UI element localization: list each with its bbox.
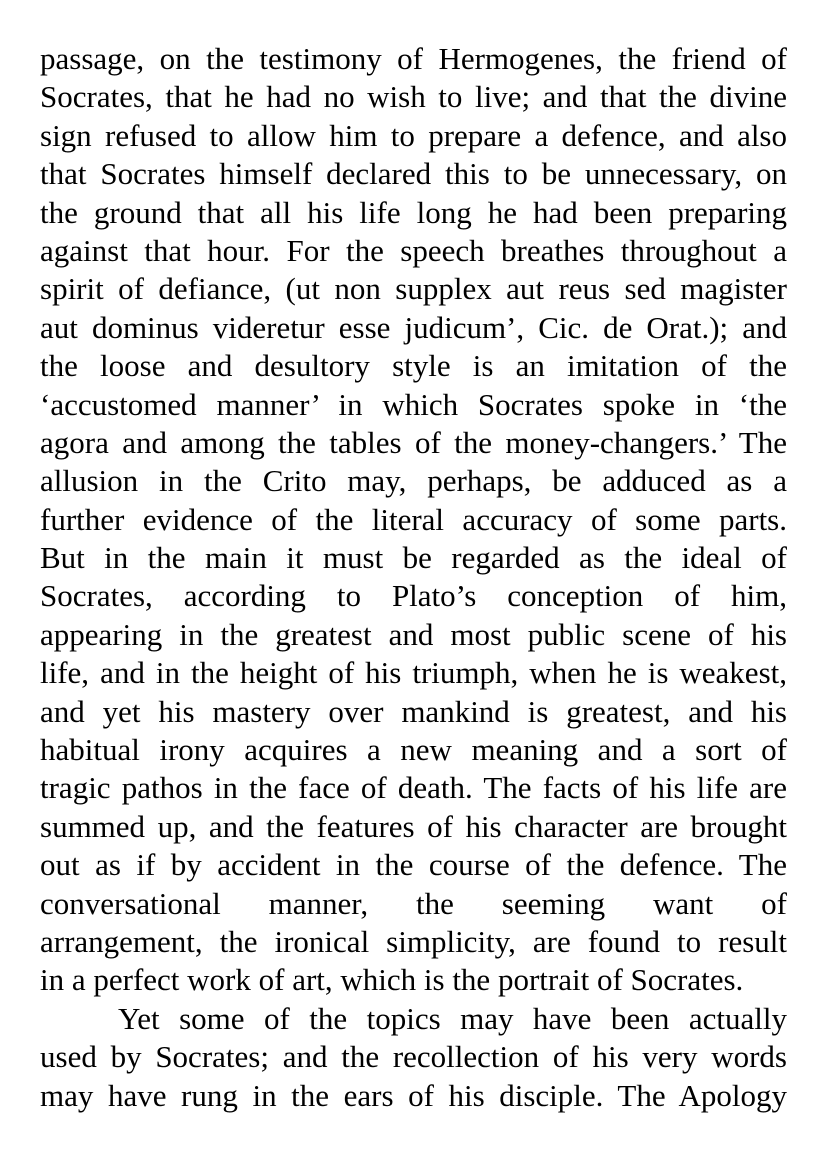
text-line: Socrates, according to Plato’s conception of him, xyxy=(40,578,787,614)
text-line: spirit of defiance, (ut non supplex aut reus sed magister xyxy=(40,271,787,307)
text-line: against that hour. For the speech breathes throughout a xyxy=(40,232,787,268)
text-line: Yet some of the topics may have been actually xyxy=(118,1000,787,1036)
text-line: tragic pathos in the face of death. The facts of his life are xyxy=(40,770,787,806)
paragraph-1 xyxy=(40,40,787,1000)
text-line: that Socrates himself declared this to be unnecessary, on xyxy=(40,156,787,192)
text-line: agora and among the tables of the money-changers.’ The xyxy=(40,424,787,460)
text-line: arrangement, the ironical simplicity, are found to result xyxy=(40,923,787,959)
paragraph-2 xyxy=(40,1000,787,1115)
text-line: summed up, and the features of his character are brought xyxy=(40,808,787,844)
text-line: ‘accustomed manner’ in which Socrates spoke in ‘the xyxy=(40,386,787,422)
text-line: further evidence of the literal accuracy of some parts. xyxy=(40,501,787,537)
text-line: But in the main it must be regarded as the ideal of xyxy=(40,540,787,576)
text-line: conversational manner, the seeming want of xyxy=(40,885,787,921)
text-line: in a perfect work of art, which is the portrait of Socrates. xyxy=(40,962,744,998)
text-line: Socrates, that he had no wish to live; and that the divine xyxy=(40,79,787,115)
text-line: the loose and desultory style is an imitation of the xyxy=(40,348,787,384)
text-line: life, and in the height of his triumph, when he is weakest, xyxy=(40,655,787,691)
text-line: the ground that all his life long he had been preparing xyxy=(40,194,787,230)
text-line: allusion in the Crito may, perhaps, be adduced as a xyxy=(40,463,787,499)
text-line: appearing in the greatest and most public scene of his xyxy=(40,616,787,652)
text-line: may have rung in the ears of his disciple. The Apology xyxy=(40,1077,787,1113)
text-line: aut dominus videretur esse judicum’, Cic. de Orat.); and xyxy=(40,309,787,345)
text-line: and yet his mastery over mankind is greatest, and his xyxy=(40,693,787,729)
text-line: sign refused to allow him to prepare a defence, and also xyxy=(40,117,787,153)
text-line: out as if by accident in the course of the defence. The xyxy=(40,847,787,883)
text-line: passage, on the testimony of Hermogenes, the friend of xyxy=(40,41,787,76)
text-line: used by Socrates; and the recollection of his very words xyxy=(40,1039,787,1075)
text-line: habitual irony acquires a new meaning and a sort of xyxy=(40,732,787,768)
document-page xyxy=(40,40,787,1115)
